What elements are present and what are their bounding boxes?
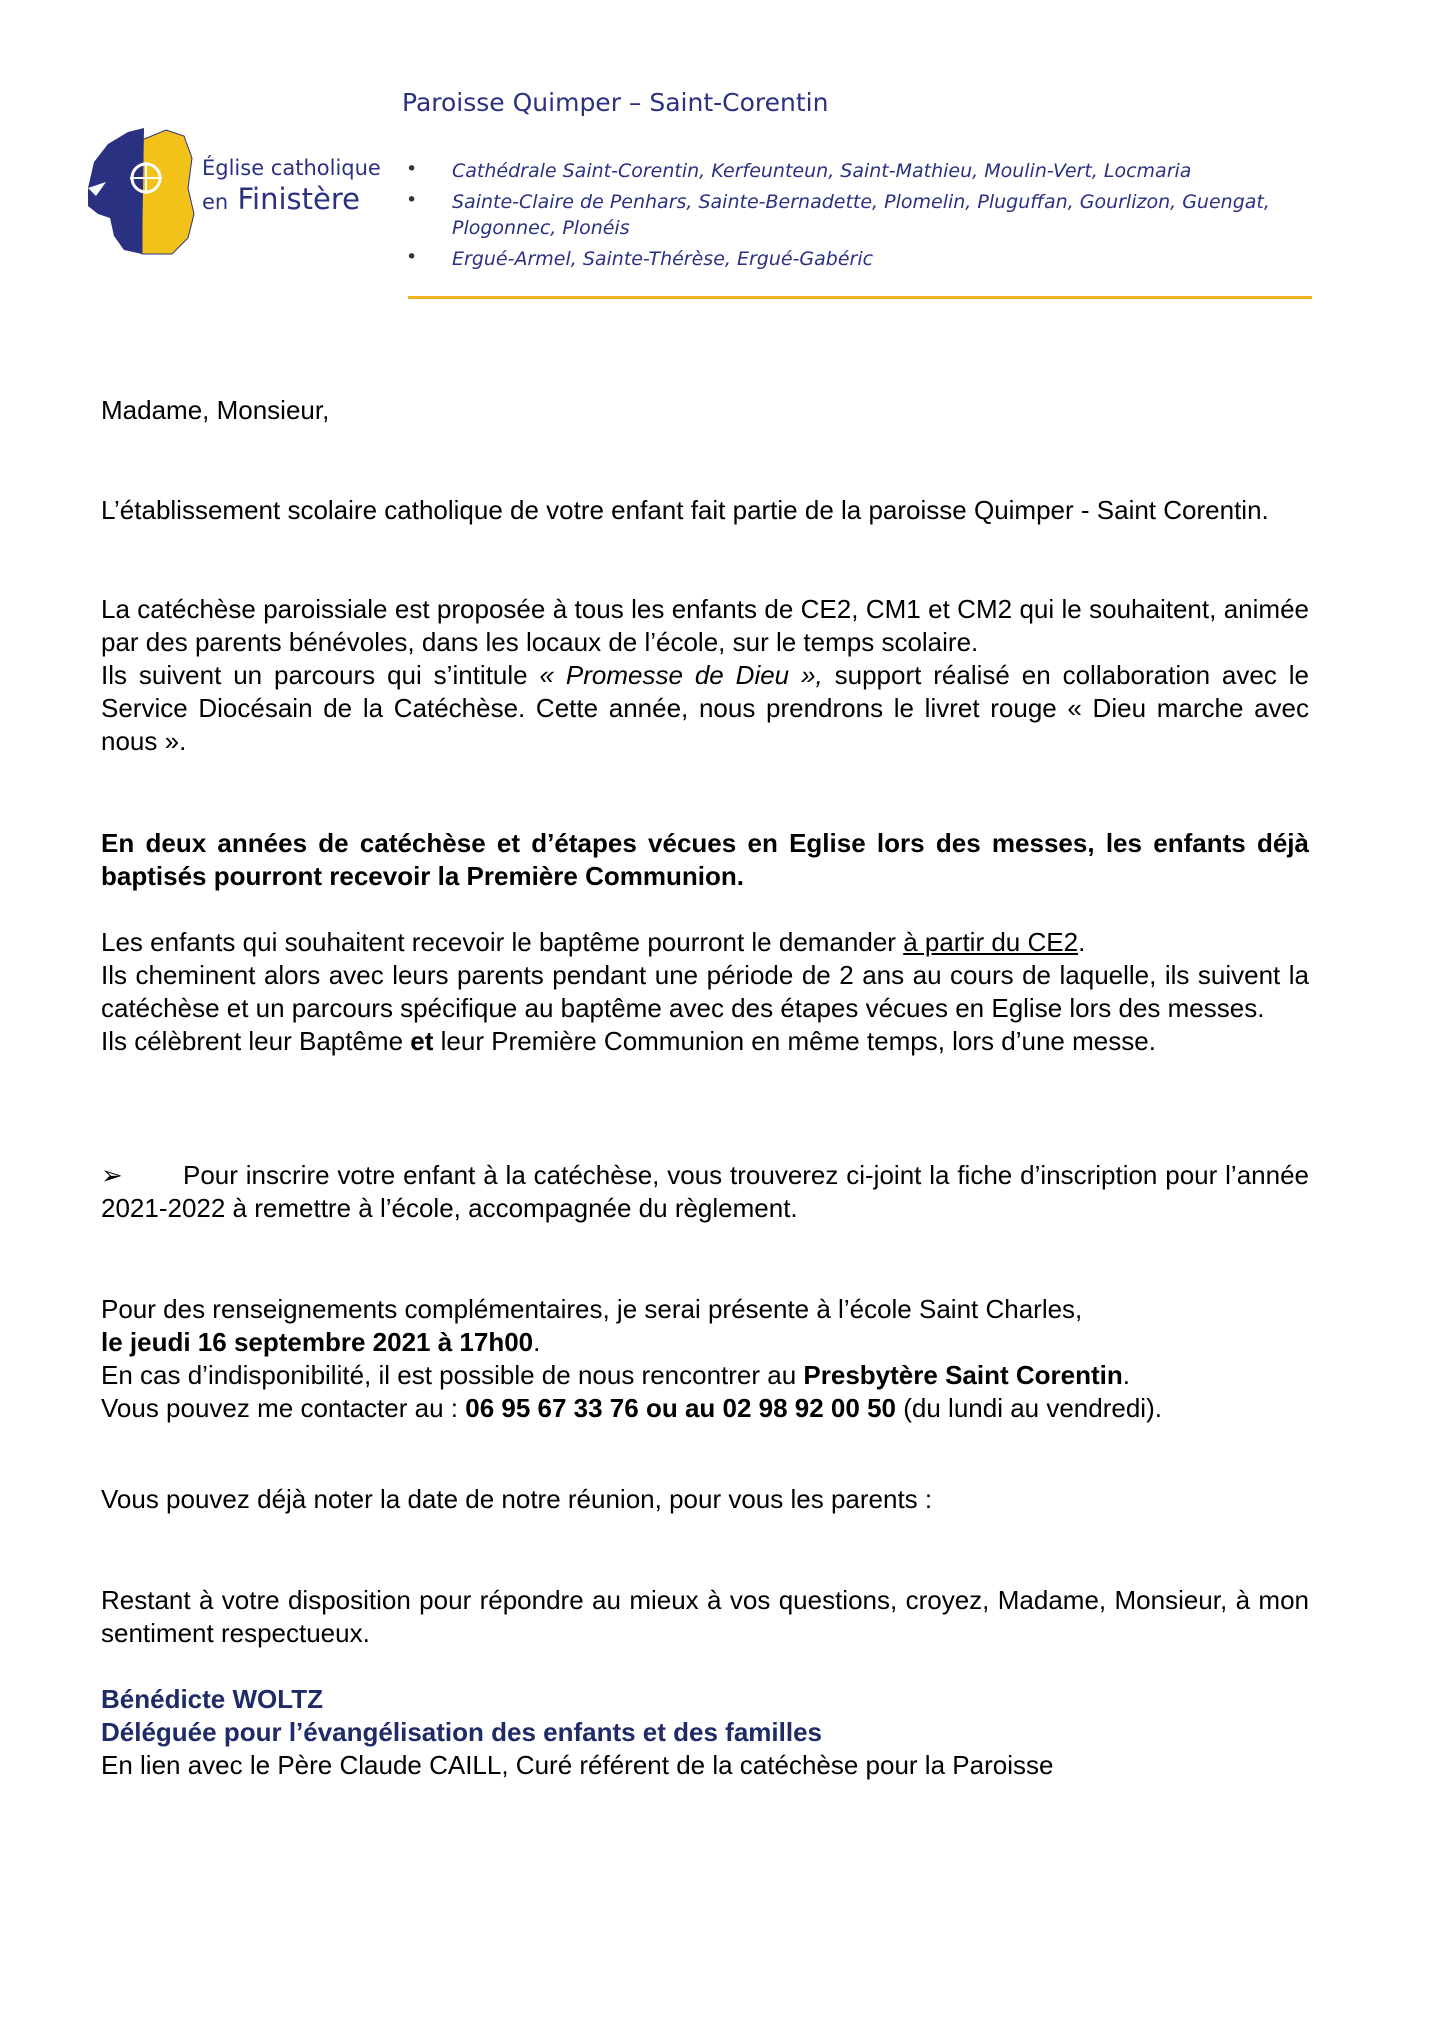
signature-link: En lien avec le Père Claude CAILL, Curé référent de la catéchèse pour la Paroisse [101,1750,1054,1780]
greeting: Madame, Monsieur, [101,395,330,425]
paragraph-first-communion: En deux années de catéchèse et d’étapes vécues en Eglise lors des messes, les enfants déjà baptisés pourront recevoir la Première Communion. [101,828,1309,891]
signature-role: Déléguée pour l’évangélisation des enfants et des familles [101,1717,823,1747]
paragraph-meeting: Vous pouvez déjà noter la date de notre réunion, pour vous les parents : [101,1484,933,1514]
meeting-date: le jeudi 16 septembre 2021 à 17h00 [101,1327,534,1357]
paragraph-closing: Restant à votre disposition pour répondre au mieux à vos questions, croyez, Madame, Monsieur, à mon sentiment respectueux. [101,1585,1309,1648]
signature-name: Bénédicte WOLTZ [101,1684,323,1714]
list-item: • Sainte-Claire de Penhars, Sainte-Bernadette, Plomelin, Pluguffan, Gourlizon, Guengat, Plogonnec, Plonéis [406,189,1270,239]
list-item: • Cathédrale Saint-Corentin, Kerfeunteun, Saint-Mathieu, Moulin-Vert, Locmaria [406,158,1192,182]
list-item: • Ergué-Armel, Sainte-Thérèse, Ergué-Gabéric [406,246,874,270]
header-divider [408,296,1312,299]
parish-title: Paroisse Quimper – Saint-Corentin [402,88,829,117]
paragraph-catechesis: La catéchèse paroissiale est proposée à tous les enfants de CE2, CM1 et CM2 qui le souhaitent, animée par des parents bénévoles, dans les locaux de l’école, sur le temps scolaire. Ils suivent un parcours qui s’intitule « Promesse de Dieu », support réalisé en collaboration avec le Service Diocésain de la Catéchèse. Cette année, nous prendrons le livret rouge « Dieu marche avec nous ». [101,594,1309,756]
logo-text-line2: en Finistère [202,182,360,216]
paragraph-school: L’établissement scolaire catholique de votre enfant fait partie de la paroisse Quimper - Saint Corentin. [101,495,1269,525]
church-list [402,158,1322,277]
phone-numbers: 06 95 67 33 76 ou au 02 98 92 00 50 [465,1393,896,1423]
paragraph-registration: ➢ Pour inscrire votre enfant à la catéchèse, vous trouverez ci-joint la fiche d’inscription pour l’année 2021-2022 à remettre à l’école, accompagnée du règlement. [101,1160,1309,1223]
paragraph-baptism: Les enfants qui souhaitent recevoir le baptême pourront le demander à partir du CE2. Ils cheminent alors avec leurs parents pendant une période de 2 ans au cours de laquelle, ils suivent la catéchèse et un parcours spécifique au baptême avec des étapes vécues en Eglise lors des messes. Ils célèbrent leur Baptême et leur Première Communion en même temps, lors d’une messe. [101,927,1309,1056]
arrow-bullet-icon: ➢ [101,1160,123,1190]
paragraph-contact: Pour des renseignements complémentaires, je serai présente à l’école Saint Charles, le jeudi 16 septembre 2021 à 17h00. En cas d’indisponibilité, il est possible de nous rencontrer au Presbytère Saint Corentin. Vous pouvez me contacter au : 06 95 67 33 76 ou au 02 98 92 00 50 (du lundi au vendredi). [101,1294,1162,1423]
logo-text-line1: Église catholique [202,156,381,180]
